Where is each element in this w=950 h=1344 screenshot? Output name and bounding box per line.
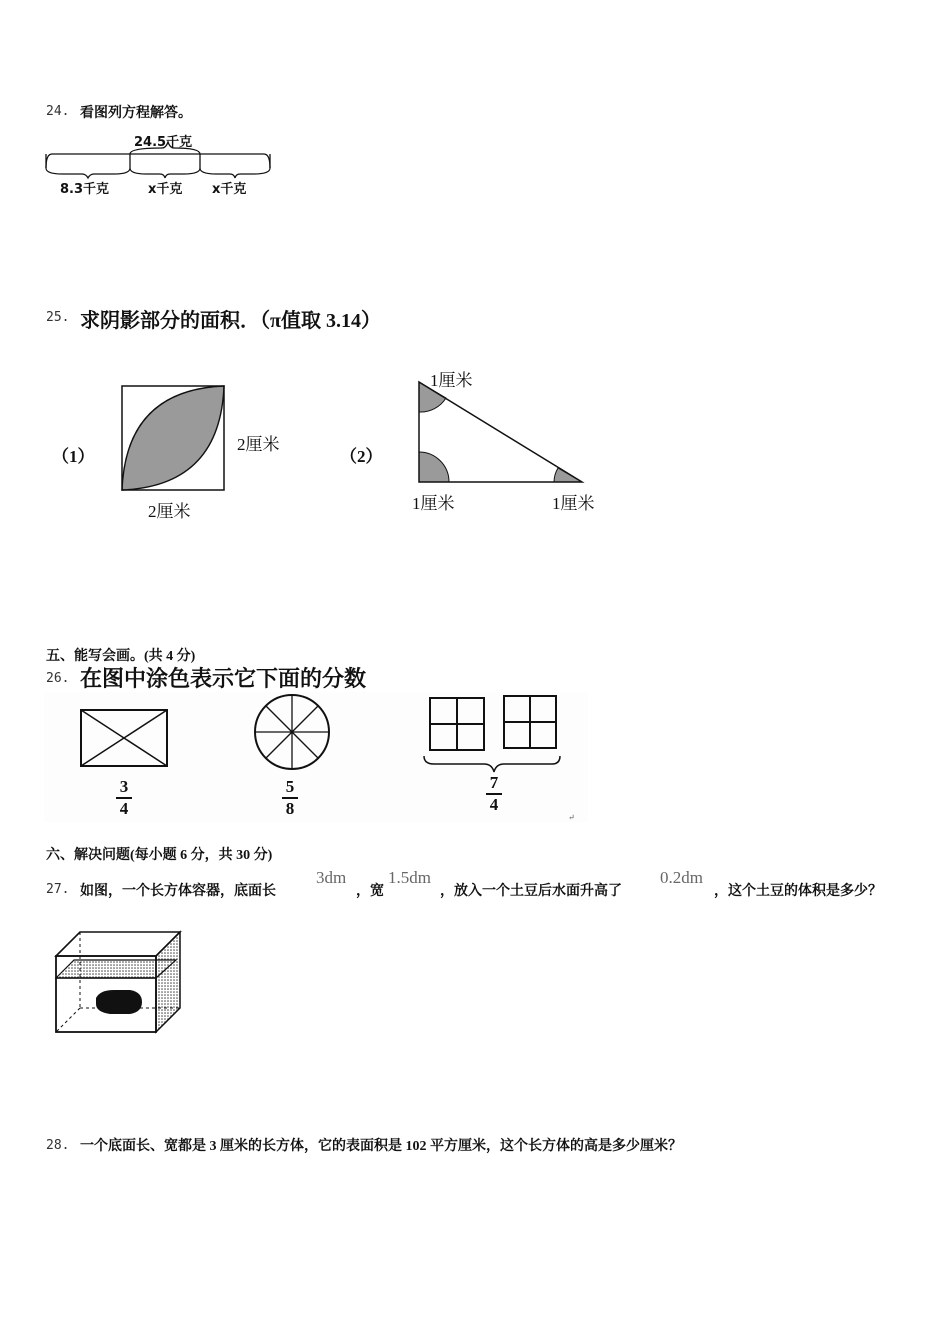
q24-bar-diagram bbox=[42, 128, 282, 200]
q25-fig1-tag: （1） bbox=[52, 447, 95, 466]
q25-fig1-bottom-label: 2厘米 bbox=[148, 502, 191, 521]
q26-f1-numerator: 3 bbox=[119, 777, 129, 796]
q24-seg1-label: 8.3千克 bbox=[60, 182, 110, 197]
section-6-title: 六、解决问题(每小题 6 分，共 30 分) bbox=[46, 848, 273, 863]
q26-figure bbox=[44, 692, 588, 822]
q25-fig2-right-label: 1厘米 bbox=[552, 494, 595, 513]
q24-total-label: 24.5千克 bbox=[134, 135, 193, 150]
q25-number: 25. bbox=[46, 310, 70, 325]
q27-width-value: 1.5dm bbox=[388, 868, 431, 887]
q26-fraction-1 bbox=[116, 778, 132, 818]
q26-fraction-2 bbox=[282, 778, 298, 818]
svg-text:↵: ↵ bbox=[568, 813, 575, 822]
q25-fig1-right-label: 2厘米 bbox=[237, 435, 280, 454]
q27-number: 27. bbox=[46, 882, 70, 897]
q28-number: 28. bbox=[46, 1138, 70, 1153]
q26-number: 26. bbox=[46, 671, 70, 686]
q25-fig1-square bbox=[118, 382, 233, 497]
q27-part3: ，放入一个土豆后水面升高了 bbox=[440, 884, 622, 899]
q27-length-value: 3dm bbox=[316, 868, 347, 887]
q25-text: 求阴影部分的面积．（π值取 3.14） bbox=[80, 310, 381, 332]
q26-f3-denominator: 4 bbox=[489, 795, 499, 814]
q27-text bbox=[80, 866, 940, 906]
q24-seg3-label: x千克 bbox=[212, 182, 247, 197]
q28-text: 一个底面长、宽都是 3 厘米的长方体，它的表面积是 102 平方厘米，这个长方体的高是多少厘米？ bbox=[80, 1139, 682, 1154]
q27-part4: ，这个土豆的体积是多少？ bbox=[714, 884, 882, 899]
q27-rise-value: 0.2dm bbox=[660, 868, 703, 887]
q24-number: 24. bbox=[46, 104, 70, 119]
q25-fig2-triangle bbox=[412, 378, 592, 488]
q27-part1: 如图，一个长方体容器，底面长 bbox=[80, 884, 276, 899]
q25-fig2-left-label: 1厘米 bbox=[412, 494, 455, 513]
q27-part2: ，宽 bbox=[356, 884, 384, 899]
q24-text: 看图列方程解答。 bbox=[80, 106, 192, 121]
q25-fig2-top-label: 1厘米 bbox=[430, 371, 473, 390]
q26-fraction-3 bbox=[486, 774, 502, 814]
q26-f3-numerator: 7 bbox=[489, 773, 499, 792]
q26-f1-denominator: 4 bbox=[119, 799, 129, 818]
q25-fig2-tag: （2） bbox=[340, 447, 383, 466]
q26-f2-denominator: 8 bbox=[285, 799, 295, 818]
q26-f2-numerator: 5 bbox=[285, 777, 295, 796]
q26-text: 在图中涂色表示它下面的分数 bbox=[80, 666, 367, 691]
q27-container-figure bbox=[50, 922, 190, 1040]
q24-seg2-label: x千克 bbox=[148, 182, 183, 197]
section-5-title: 五、能写会画。(共 4 分) bbox=[46, 649, 196, 664]
